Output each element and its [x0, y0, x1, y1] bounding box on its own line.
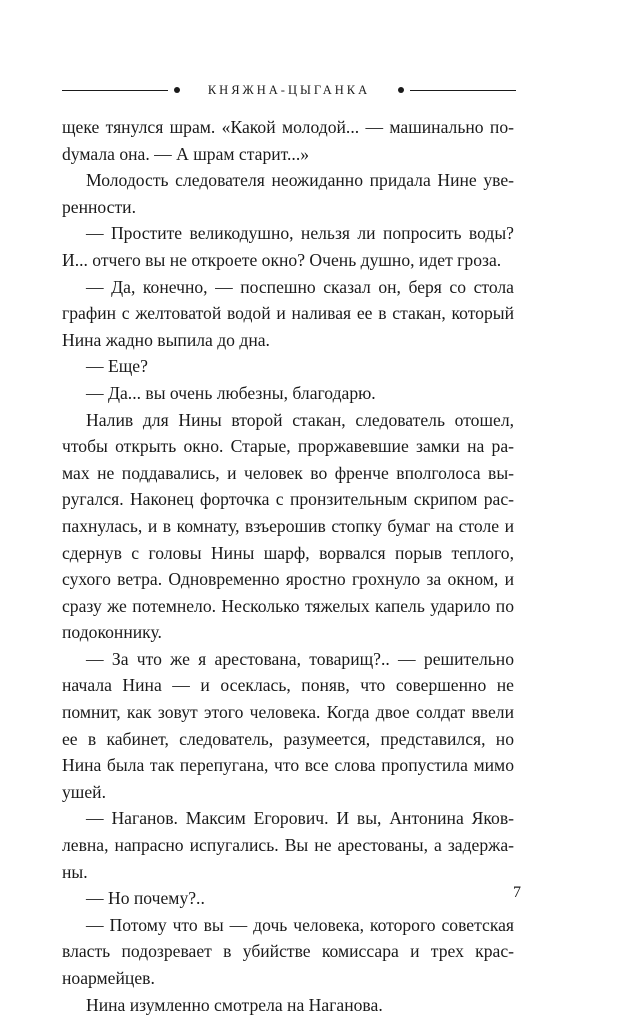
running-title: КНЯЖНА-ЦЫГАНКА	[207, 82, 371, 97]
paragraph: — Но почему?..	[86, 888, 205, 909]
paragraph: — Да... вы очень любезны, благодарю.	[86, 382, 376, 403]
paragraph: Молодость следователя неожиданно придала Нине уверенности.	[62, 170, 514, 217]
paragraph: — Наганов. Максим Егорович. И вы, Антонина Яковлевна, напрасно испугались. Вы не арестованы, а задержаны.	[62, 808, 514, 882]
running-header	[62, 80, 516, 100]
paragraph: щеке тянулся шрам. «Какой молодой... — машинально поdумала она. — А шрам старит...»	[62, 117, 514, 164]
paragraph: — Потому что вы — дочь человека, которого советская власть подозревает в убийстве комиссара и трех красноармейцев.	[62, 914, 514, 988]
header-dot-left	[174, 87, 180, 93]
paragraph: Нина изумленно смотрела на Наганова.	[86, 994, 383, 1015]
body-text	[62, 114, 514, 1018]
page-number: 7	[513, 884, 521, 901]
paragraph: — Простите великодушно, нельзя ли попросить воды? И... отчего вы не откроете окно? Очень душно, идет гроза.	[62, 223, 514, 270]
paragraph: — Да, конечно, — поспешно сказал он, беря со стола графин с желтоватой водой и наливая ее в стакан, который Нина жадно выпила до дна.	[62, 276, 514, 350]
paragraph: Налив для Нины второй стакан, следователь отошел, чтобы открыть окно. Старые, проржавевшие замки на рамах не поддавались, и человек во френче вполголоса выругался. Наконец форточка с пронзительным скрипом распахнулась, и в комнату, взъерошив стопку бумаг на столе и сдернув с головы Нины шарф, ворвался порыв теплого, сухого ветра. Одновременно яростно грохнуло за окном, и сразу же потемнело. Несколько тяжелых капель ударило по подоконнику.	[62, 409, 514, 643]
paragraph: — Еще?	[86, 356, 148, 377]
header-rule-left	[62, 90, 168, 91]
header-dot-right	[398, 87, 404, 93]
header-rule-right	[410, 90, 516, 91]
paragraph: — За что же я арестована, товарищ?.. — решительно начала Нина — и осеклась, поняв, что совершенно не помнит, как зовут этого человека. Когда двое солдат ввели ее в кабинет, следователь, разумеется, представился, но Нина была так перепугана, что все слова пропустила мимо ушей.	[62, 648, 514, 802]
